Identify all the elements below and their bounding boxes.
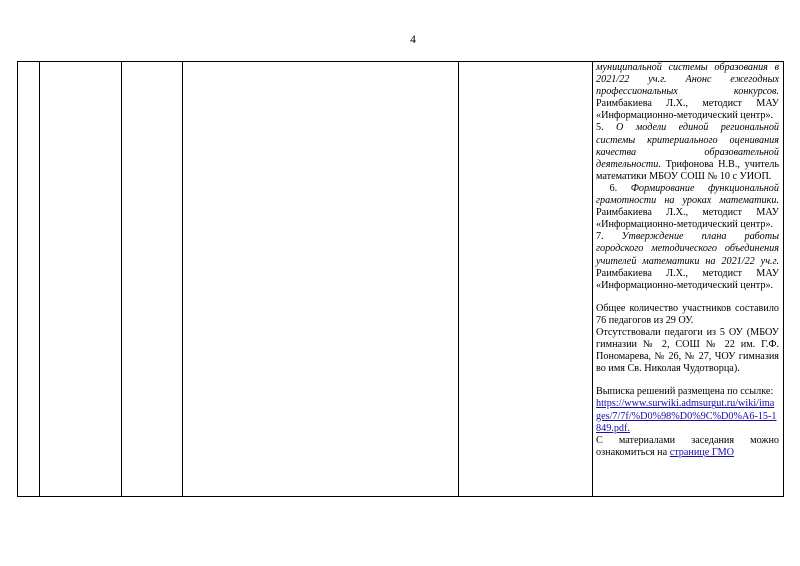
agenda-item-4-topic: муниципальной системы образования в 2021/22 уч.г. Анонс ежегодных профессиональных конкурсов. — [596, 62, 779, 98]
agenda-item-6-topic: Формирование функциональной грамотности на уроках математики. — [596, 182, 779, 207]
agenda-item-6-speaker: Раимбакиева Л.Х., методист МАУ «Информационно-методический центр». — [596, 207, 779, 231]
table-column-divider — [182, 62, 183, 496]
participants-summary: Общее количество участников составило 76 педагогов из 29 ОУ. — [596, 302, 779, 326]
agenda-item-7-number: 7. — [596, 231, 604, 243]
absent-summary: Отсутствовали педагоги из 5 ОУ (МБОУ гимназии № 2, СОШ № 22 им. Г.Ф. Пономарева, № 26, № 27, ЧОУ гимназия во имя Св. Николая Чудотворца). — [596, 326, 779, 375]
agenda-item-5-number: 5. — [596, 122, 604, 134]
agenda-item-6 — [596, 183, 779, 231]
page-number: 4 — [410, 34, 416, 46]
materials-text: С материалами заседания можно ознакомиться на — [596, 434, 779, 458]
agenda-item-4-speaker: Раимбакиева Л.Х., методист МАУ «Информационно-методический центр». — [596, 98, 779, 122]
table-column-divider — [121, 62, 122, 496]
extract-label: Выписка решений размещена по ссылке: — [596, 386, 774, 398]
extract-link-paragraph — [596, 398, 779, 434]
agenda-item-6-number: 6. — [609, 182, 618, 194]
extract-link[interactable]: https://www.surwiki.admsurgut.ru/wiki/images/7/7f/%D0%98%D0%9C%D0%A6-15-1849.pdf. — [596, 398, 777, 434]
materials-paragraph — [596, 435, 779, 459]
gmo-page-link[interactable]: странице ГМО — [669, 446, 735, 458]
table-column-divider — [458, 62, 459, 496]
agenda-item-7-topic: Утверждение плана работы городского методического объединения учителей математики на 2021/22 уч.г. — [596, 231, 779, 267]
agenda-item-7 — [596, 231, 779, 291]
table-column-divider — [39, 62, 40, 496]
agenda-item-5-topic: О модели единой региональной системы критериального оценивания качества образовательной деятельности. — [596, 122, 780, 170]
agenda-item-5 — [596, 122, 779, 182]
agenda-item-5-speaker: Трифонова Н.В., учитель математики МБОУ СОШ № 10 с УИОП. — [596, 158, 779, 182]
agenda-cell — [596, 62, 779, 459]
table-column-divider — [592, 62, 593, 496]
document-table — [17, 61, 784, 497]
agenda-item-7-speaker: Раимбакиева Л.Х., методист МАУ «Информационно-методический центр». — [596, 267, 779, 291]
agenda-item-4-continued — [596, 62, 779, 122]
